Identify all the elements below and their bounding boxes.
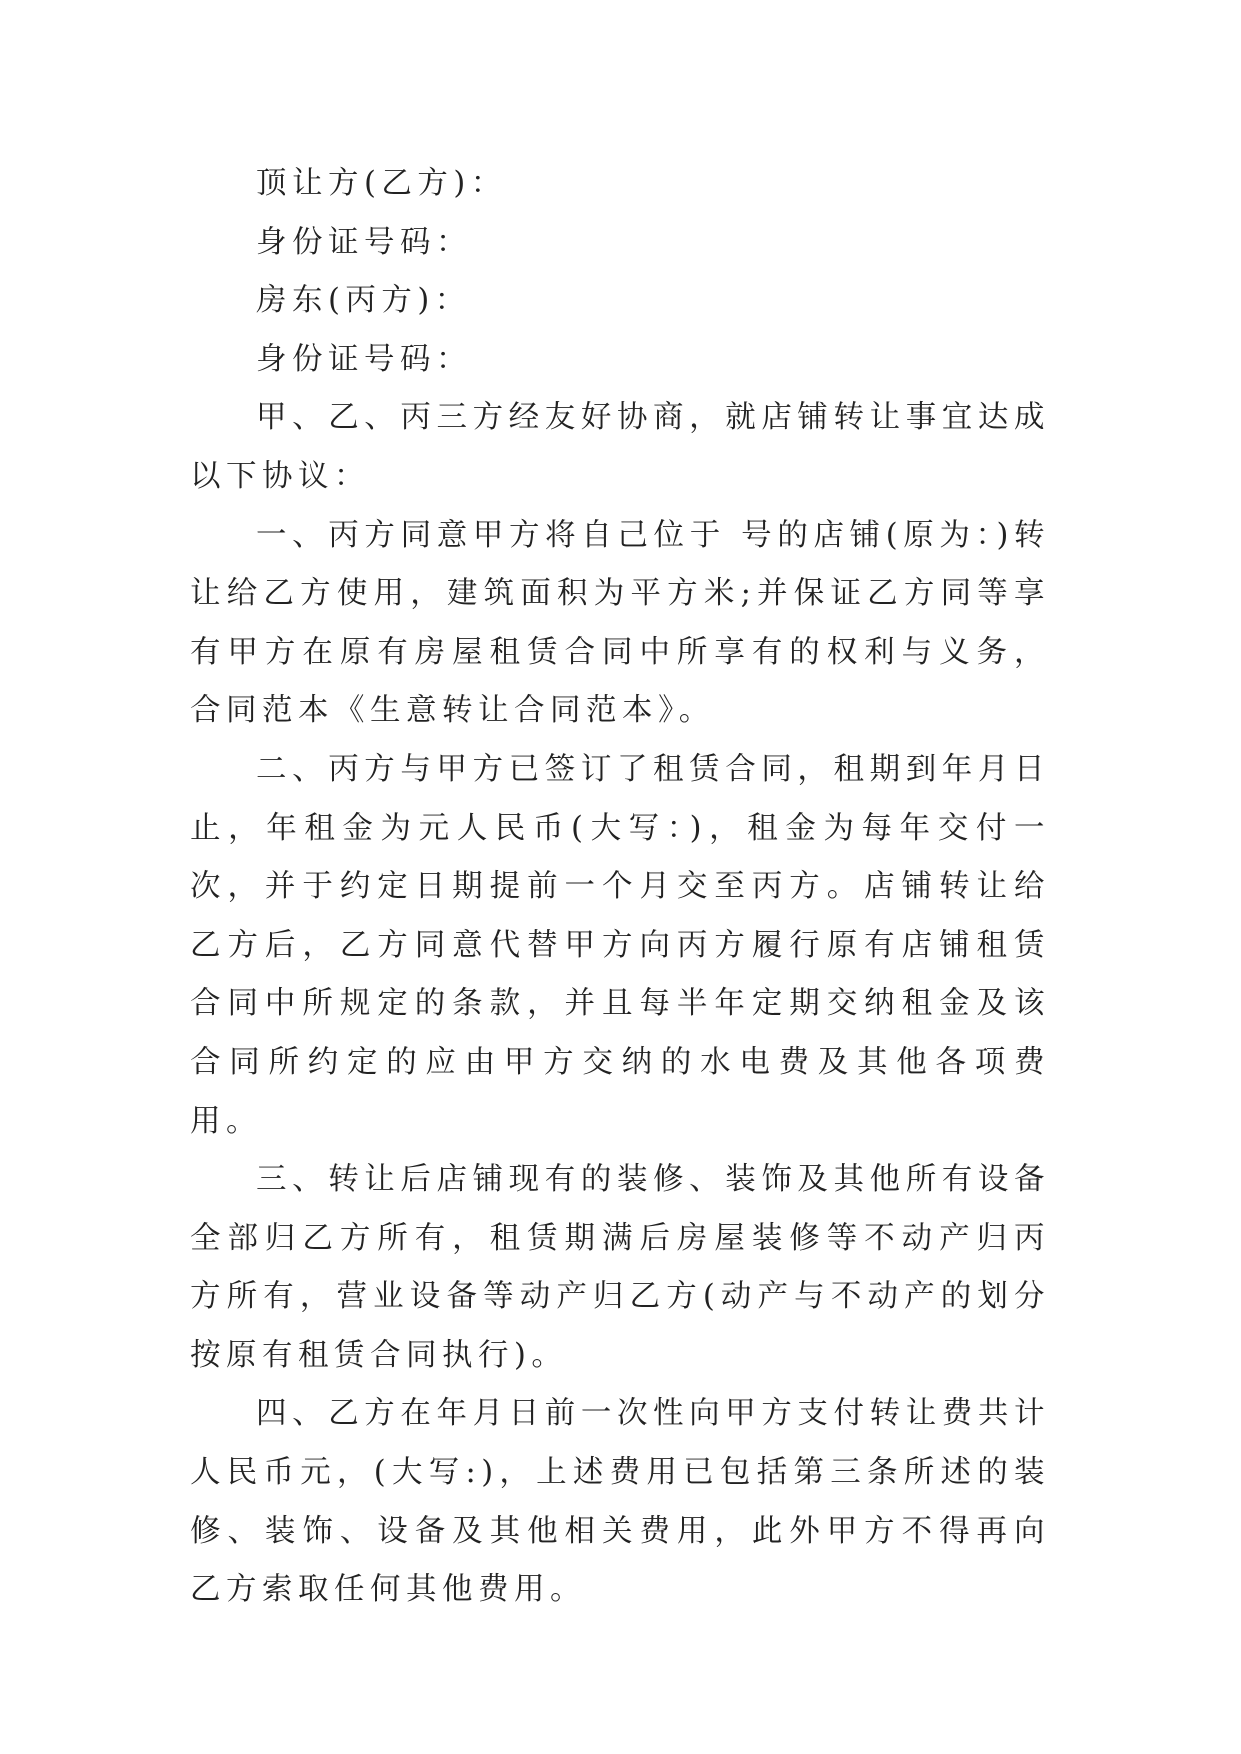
clause-1-paragraph: 一、丙方同意甲方将自己位于 号的店铺(原为：)转让给乙方使用，建筑面积为平方米;并保证乙方同等享有甲方在原有房屋租赁合同中所享有的权利与义务，合同范本《生意转让合同范本》。 bbox=[190, 517, 1050, 729]
agreement-intro-paragraph: 甲、乙、丙三方经友好协商，就店铺转让事宜达成以下协议： bbox=[190, 400, 1050, 494]
party-b-id-label: 身份证号码： bbox=[256, 224, 472, 260]
party-c-label: 房东(丙方)： bbox=[256, 283, 471, 319]
party-c-id-label: 身份证号码： bbox=[256, 341, 472, 377]
party-b-label: 顶让方(乙方)： bbox=[256, 166, 507, 201]
clause-2-paragraph: 二、丙方与甲方已签订了租赁合同，租期到年月日止，年租金为元人民币(大写：)，租金为每年交付一次，并于约定日期提前一个月交至丙方。店铺转让给乙方后，乙方同意代替甲方向丙方履行原有店铺租赁合同中所规定的条款，并且每半年定期交纳租金及该合同所约定的应由甲方交纳的水电费及其他各项费用。 bbox=[190, 751, 1050, 1139]
clause-4-paragraph: 四、乙方在年月日前一次性向甲方支付转让费共计人民币元，(大写:)，上述费用已包括第三条所述的装修、装饰、设备及其他相关费用，此外甲方不得再向乙方索取任何其他费用。 bbox=[190, 1396, 1050, 1608]
document-body bbox=[190, 155, 1050, 1620]
clause-3-paragraph: 三、转让后店铺现有的装修、装饰及其他所有设备全部归乙方所有，租赁期满后房屋装修等不动产归丙方所有，营业设备等动产归乙方(动产与不动产的划分按原有租赁合同执行)。 bbox=[190, 1162, 1050, 1373]
